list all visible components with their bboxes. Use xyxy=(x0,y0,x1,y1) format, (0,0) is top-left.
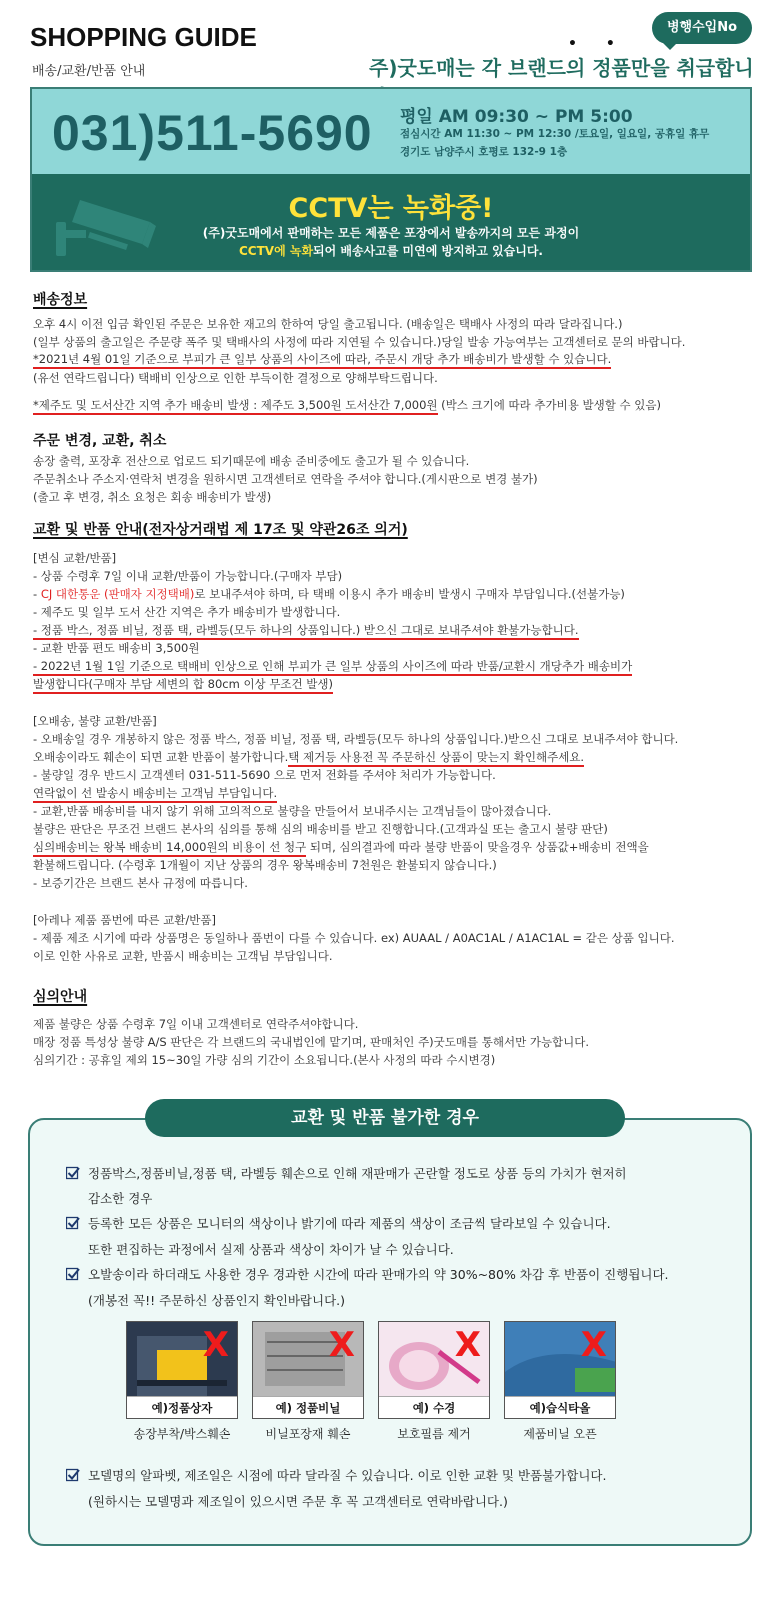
shipping-line-3: *2021년 4월 01일 기준으로 부피가 큰 일부 상품의 사이즈에 따라, 주문시 개당 추가 배송비가 발생할 수 있습니다. xyxy=(33,352,611,369)
arena-heading: [아레나 제품 품번에 따른 교환/반품] xyxy=(33,913,216,927)
no-return-item-4-line-2: (원하시는 모델명과 제조일이 있으시면 주문 후 꼭 고객센터로 연락바랍니다.) xyxy=(88,1494,508,1509)
checkbox-icon xyxy=(66,1166,80,1180)
defect-line-7-underlined: 심의배송비는 왕복 배송비 14,000원의 비용이 선 청구 xyxy=(33,840,306,857)
arena-line-1: - 제품 제조 시기에 따라 상품명은 동일하나 품번이 다를 수 있습니다. ex) AUAAL / A0AC1AL / A1AC1AL = 같은 상품 입니다. xyxy=(33,931,675,945)
shipping-line-5-underlined: *제주도 및 도서산간 지역 추가 배송비 발생 : 제주도 3,500원 도서산간 7,000원 xyxy=(33,398,438,415)
no-return-item-1-line-2: 감소한 경우 xyxy=(88,1191,153,1206)
no-return-item-4-line-1: 모델명의 알파벳, 제조일은 시점에 따라 달라질 수 있습니다. 이로 인한 교환 및 반품불가합니다. xyxy=(88,1468,607,1483)
change-mind-line-3: - 제주도 및 일부 도서 산간 지역은 추가 배송비가 발생합니다. xyxy=(33,605,341,619)
review-line-3: 심의기간 : 공휴일 제외 15~30일 가량 심의 기간이 소요됩니다.(본사 사정의 따라 수시변경) xyxy=(33,1053,496,1067)
prohibited-x-icon: X xyxy=(580,1325,607,1365)
cctv-banner xyxy=(32,174,750,270)
defect-line-4: 연락없이 선 발송시 배송비는 고객님 부담입니다. xyxy=(33,786,277,803)
change-mind-heading: [변심 교환/반품] xyxy=(33,551,117,565)
order-change-line-3: (출고 후 변경, 취소 요청은 회송 배송비가 발생) xyxy=(33,490,272,504)
cctv-line-2-rest: 되어 배송사고를 미연에 방지하고 있습니다. xyxy=(313,244,543,258)
review-line-1: 제품 불량은 상품 수령후 7일 이내 고객센터로 연락주셔야합니다. xyxy=(33,1017,359,1031)
order-change-line-2: 주문취소나 주소지·연락처 변경을 원하시면 고객센터로 연락을 주셔야 합니다.(게시판으로 변경 불가) xyxy=(33,472,538,486)
exchange-title: 교환 및 반품 안내(전자상거래법 제 17조 및 약관26조 의거) xyxy=(33,522,408,538)
cj-courier-highlight: CJ 대한통운 (판매자 지정택배) xyxy=(40,587,195,601)
cctv-line-1: (주)굿도매에서 판매하는 모든 제품은 포장에서 발송까지의 모든 과정이 xyxy=(202,226,580,240)
change-mind-line-1: - 상품 수령후 7일 이내 교환/반품이 가능합니다.(구매자 부담) xyxy=(33,569,343,583)
review-title: 심의안내 xyxy=(33,989,88,1005)
tile-label-box: 예)정품상자 xyxy=(127,1396,237,1418)
review-line-2: 매장 정품 특성상 불량 A/S 판단은 각 브랜드의 국내법인에 맡기며, 판매처인 주)굿도매를 통해서만 가능합니다. xyxy=(33,1035,590,1049)
defect-line-9: - 보증기간은 브랜드 본사 규정에 따릅니다. xyxy=(33,876,248,890)
change-mind-line-5: - 교환 반품 편도 배송비 3,500원 xyxy=(33,641,200,655)
no-return-item-3-line-1: 오발송이라 하더래도 사용한 경우 경과한 시간에 따라 판매가의 약 30%~80% 차감 후 반품이 진행됩니다. xyxy=(88,1267,669,1282)
change-mind-line-4: - 정품 박스, 정품 비닐, 정품 택, 라벨등(모두 하나의 상품입니다.) 받으신 그대로 보내주셔야 환불가능합니다. xyxy=(33,623,579,640)
tile-label-vinyl: 예) 정품비닐 xyxy=(253,1396,363,1418)
defect-line-7-rest: 되며, 심의결과에 따라 불량 반품이 맞을경우 상품값+배송비 전액을 xyxy=(306,840,649,854)
prohibited-x-icon: X xyxy=(202,1325,229,1365)
defect-line-2-pre: 오배송이라도 훼손이 되면 교환 반품이 불가합니다. xyxy=(33,750,289,764)
example-tile-box xyxy=(126,1321,238,1419)
example-tile-towel xyxy=(504,1321,616,1419)
shipping-line-4: (유선 연락드립니다) 택배비 인상으로 인한 부득이한 결정으로 양해부탁드립니다. xyxy=(33,371,438,385)
checkbox-icon xyxy=(66,1468,80,1482)
prohibited-x-icon: X xyxy=(454,1325,481,1365)
no-return-item-1-line-1: 정품박스,정품비닐,정품 택, 라벨등 훼손으로 인해 재판매가 곤란할 정도로 상품 등의 가치가 현저히 xyxy=(88,1166,627,1181)
tile-label-goggles: 예) 수경 xyxy=(379,1396,489,1418)
order-change-title: 주문 변경, 교환, 취소 xyxy=(33,433,167,449)
tile-caption-towel: 제품비닐 오픈 xyxy=(523,1427,597,1441)
parallel-import-badge: 병행수입No xyxy=(652,12,752,44)
defect-line-3: - 불량일 경우 반드시 고객센터 031-511-5690 으로 먼저 전화를 주셔야 처리가 가능합니다. xyxy=(33,768,496,782)
cctv-title: CCTV는 녹화중! xyxy=(288,193,494,224)
change-mind-line-2-rest: 로 보내주셔야 하며, 타 택배 이용시 추가 배송비 발생시 구매자 부담입니다.(선불가능) xyxy=(194,587,625,601)
defect-line-8: 환불해드립니다. (수령후 1개월이 지난 상품의 경우 왕복배송비 7천원은 환불되지 않습니다.) xyxy=(33,858,497,872)
order-change-line-1: 송장 출력, 포장후 전산으로 업로드 되기때문에 배송 준비중에도 출고가 될 수 있습니다. xyxy=(33,454,470,468)
tile-caption-goggles: 보호필름 제거 xyxy=(397,1427,471,1441)
page-title: SHOPPING GUIDE xyxy=(30,22,257,52)
no-return-item-2-line-1: 등록한 모든 상품은 모니터의 색상이나 밝기에 따라 제품의 색상이 조금씩 달라보일 수 있습니다. xyxy=(88,1216,611,1231)
genuine-tagline: 주)굿도매는 각 브랜드의 정품만을 취급합니 xyxy=(369,56,754,80)
no-return-item-3-line-2: (개봉전 꼭!! 주문하신 상품인지 확인바랍니다.) xyxy=(88,1293,345,1308)
shipping-line-5-rest: (박스 크기에 따라 추가비용 발생할 수 있음) xyxy=(437,398,661,412)
no-return-title: 교환 및 반품 불가한 경우 xyxy=(145,1099,625,1137)
defect-line-6: 불량은 판단은 무조건 브랜드 본사의 심의를 통해 심의 배송비를 받고 진행합니다.(고객과실 또는 출고시 불량 판단) xyxy=(33,822,608,836)
prohibited-x-icon: X xyxy=(328,1325,355,1365)
checkbox-icon xyxy=(66,1267,80,1281)
emphasis-dots: • • xyxy=(568,36,627,52)
defect-line-2-underlined: 택 제거등 사용전 꼭 주문하신 상품이 맞는지 확인해주세요. xyxy=(288,750,584,767)
defect-line-5: - 교환,반품 배송비를 내지 않기 위해 고의적으로 불량을 만들어서 보내주시는 고객님들이 많아졌습니다. xyxy=(33,804,552,818)
business-hours: 평일 AM 09:30 ~ PM 5:00 xyxy=(400,107,633,127)
cctv-highlight: CCTV에 녹화 xyxy=(239,244,314,258)
lunch-hours: 점심시간 AM 11:30 ~ PM 12:30 /토요일, 일요일, 공휴일 휴무 xyxy=(400,128,710,140)
shipping-title: 배송정보 xyxy=(33,292,88,308)
no-return-item-2-line-2: 또한 편집하는 과정에서 실제 상품과 색상이 차이가 날 수 있습니다. xyxy=(88,1242,454,1257)
change-mind-line-6: - 2022년 1월 1일 기준으로 택배비 인상으로 인해 부피가 큰 일부 상품의 사이즈에 따라 반품/교환시 개당추가 배송비가 xyxy=(33,659,632,676)
example-tile-goggles xyxy=(378,1321,490,1419)
contact-box xyxy=(30,87,752,272)
shipping-line-2: (일부 상품의 출고일은 주문량 폭주 및 택배사의 사정에 따라 지연될 수 있습니다.)당일 발송 가능여부는 고객센터로 문의 바랍니다. xyxy=(33,335,686,349)
cctv-line-2 xyxy=(32,242,750,259)
change-mind-line-7: 발생합니다(구매자 부담 세변의 합 80cm 이상 무조건 발생) xyxy=(33,677,333,694)
checkbox-icon xyxy=(66,1216,80,1230)
arena-line-2: 이로 인한 사유로 교환, 반품시 배송비는 고객님 부담입니다. xyxy=(33,949,333,963)
page-subtitle: 배송/교환/반품 안내 xyxy=(32,64,146,79)
defect-line-1: - 오배송일 경우 개봉하지 않은 정품 박스, 정품 비닐, 정품 택, 라벨등(모두 하나의 상품입니다.)받으신 그대로 보내주셔야 합니다. xyxy=(33,732,679,746)
phone-number[interactable]: 031)511-5690 xyxy=(52,105,373,161)
example-tile-vinyl xyxy=(252,1321,364,1419)
tile-caption-box: 송장부착/박스훼손 xyxy=(133,1427,231,1441)
shipping-line-1: 오후 4시 이전 입금 확인된 주문은 보유한 재고의 한하여 당일 출고됩니다. (배송일은 택배사 사정의 따라 달라집니다.) xyxy=(33,317,623,331)
tile-caption-vinyl: 비닐포장재 훼손 xyxy=(265,1427,351,1441)
tile-label-towel: 예)습식타올 xyxy=(505,1396,615,1418)
address: 경기도 남양주시 호평로 132-9 1층 xyxy=(400,146,568,158)
defect-heading: [오배송, 불량 교환/반품] xyxy=(33,714,157,728)
change-mind-line-2-pre: - xyxy=(33,587,41,601)
